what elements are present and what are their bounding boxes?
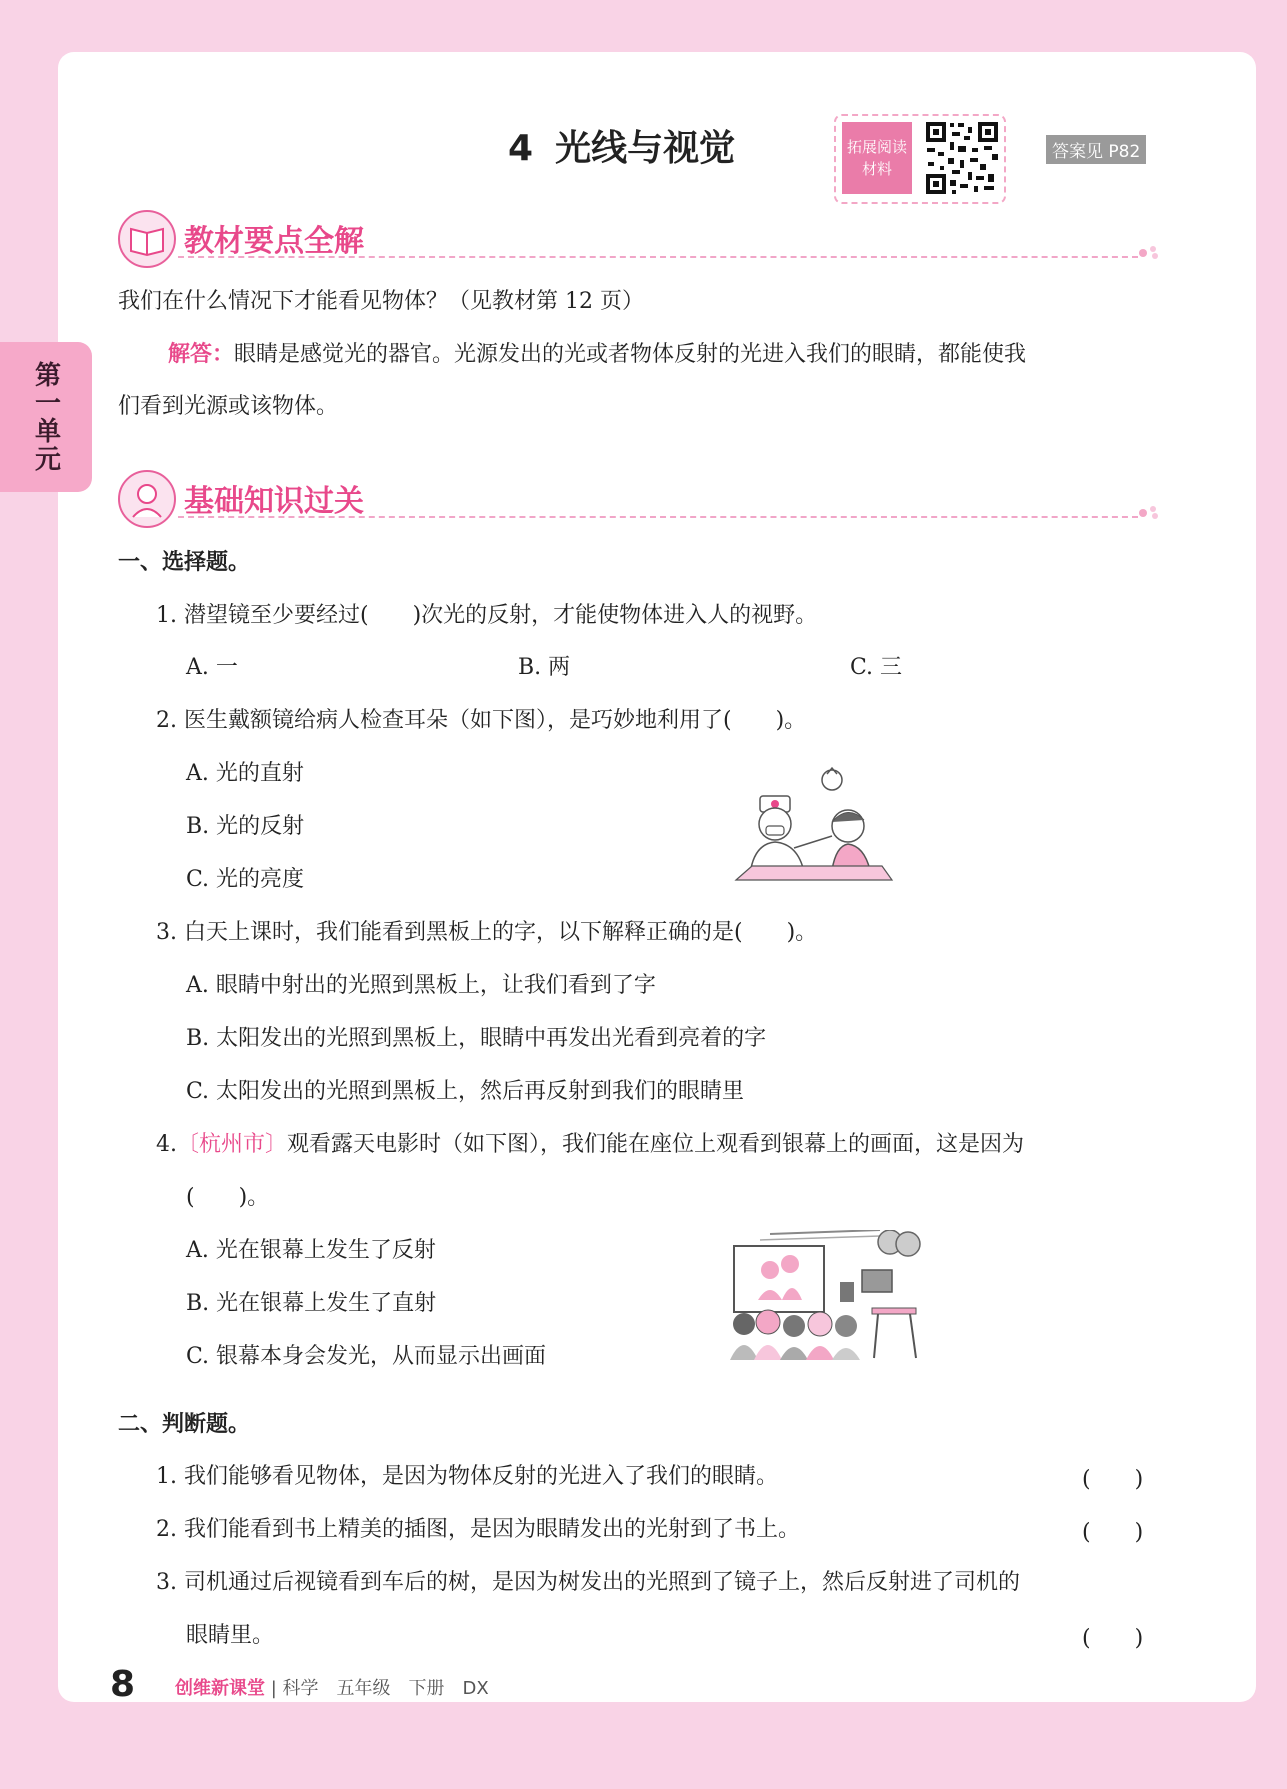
- part-heading-choice: 一、选择题。: [118, 550, 251, 575]
- divider: [178, 516, 1138, 518]
- answer-reference: 答案见 P82: [1046, 135, 1146, 164]
- question-3-option-b[interactable]: B. 太阳发出的光照到黑板上，眼睛中再发出光看到亮着的字: [186, 1026, 767, 1051]
- decorative-dots-icon: [1138, 244, 1160, 260]
- question-1-option-b[interactable]: B. 两: [518, 655, 571, 680]
- question-3-option-a[interactable]: A. 眼睛中射出的光照到黑板上，让我们看到了字: [186, 973, 656, 998]
- section-heading-key-points: [118, 208, 1160, 268]
- question-2-stem: 2. 医生戴额镜给病人检查耳朵（如下图），是巧妙地利用了( )。: [156, 708, 807, 733]
- unit-tab: [0, 342, 92, 492]
- answer-line-1: 解答：眼睛是感觉光的器官。光源发出的光或者物体反射的光进入我们的眼睛，都能使我: [168, 342, 1027, 367]
- judgment-2-text: 2. 我们能看到书上精美的插图，是因为眼睛发出的光射到了书上。: [156, 1517, 800, 1542]
- question-1-stem: 1. 潜望镜至少要经过( )次光的反射，才能使物体进入人的视野。: [156, 603, 818, 628]
- qr-code-icon[interactable]: [924, 120, 1000, 196]
- question-3-option-c[interactable]: C. 太阳发出的光照到黑板上，然后再反射到我们的眼睛里: [186, 1079, 745, 1104]
- section-heading-basics: [118, 468, 1160, 528]
- part-heading-judgment: 二、判断题。: [118, 1412, 251, 1437]
- doctor-ear-exam-illustration: [732, 762, 896, 884]
- section-title: 基础知识过关: [184, 484, 364, 519]
- judgment-1-answer-blank[interactable]: ( ): [1082, 1467, 1144, 1492]
- question-4-stem-cont: ( )。: [186, 1185, 270, 1210]
- judgment-3-answer-blank[interactable]: ( ): [1082, 1626, 1144, 1651]
- key-question: 我们在什么情况下才能看见物体？（见教材第 12 页）: [118, 289, 644, 314]
- decorative-dots-icon: [1138, 504, 1160, 520]
- answer-line-2: 们看到光源或该物体。: [118, 394, 339, 419]
- question-4-option-b[interactable]: B. 光在银幕上发生了直射: [186, 1291, 437, 1316]
- brand-name: 创维新课堂: [175, 1678, 265, 1699]
- extended-reading-label: 拓展阅读 材料: [842, 122, 912, 194]
- question-1-option-c[interactable]: C. 三: [850, 655, 903, 680]
- question-3-stem: 3. 白天上课时，我们能看到黑板上的字，以下解释正确的是( )。: [156, 920, 818, 945]
- lesson-title: 光线与视觉: [555, 128, 736, 169]
- question-2-option-b[interactable]: B. 光的反射: [186, 814, 305, 839]
- judgment-1-text: 1. 我们能够看见物体，是因为物体反射的光进入了我们的眼睛。: [156, 1464, 778, 1489]
- question-2-option-c[interactable]: C. 光的亮度: [186, 867, 305, 892]
- answer-label: 解答：: [168, 342, 235, 367]
- divider: [178, 256, 1138, 258]
- page-title: [508, 120, 735, 171]
- region-tag: 〔杭州市〕: [177, 1132, 288, 1157]
- outdoor-cinema-illustration: [730, 1230, 926, 1360]
- section-title: 教材要点全解: [184, 224, 364, 259]
- question-4-stem: 4.〔杭州市〕观看露天电影时（如下图），我们能在座位上观看到银幕上的画面，这是因为: [156, 1132, 1025, 1157]
- footer-info: 创维新课堂 | 科学 五年级 下册 DX: [175, 1678, 489, 1699]
- question-4-option-c[interactable]: C. 银幕本身会发光，从而显示出画面: [186, 1344, 547, 1369]
- page-number: 8: [110, 1664, 136, 1705]
- question-2-option-a[interactable]: A. 光的直射: [186, 761, 304, 786]
- lesson-number: 4: [508, 128, 534, 169]
- judgment-3-text: 3. 司机通过后视镜看到车后的树，是因为树发出的光照到了镜子上，然后反射进了司机的: [156, 1570, 1020, 1595]
- unit-tab-label: 第一单元: [30, 361, 61, 473]
- question-4-option-a[interactable]: A. 光在银幕上发生了反射: [186, 1238, 436, 1263]
- question-1-option-a[interactable]: A. 一: [186, 655, 238, 680]
- judgment-2-answer-blank[interactable]: ( ): [1082, 1520, 1144, 1545]
- book-icon: [118, 210, 176, 268]
- extended-reading-box[interactable]: [834, 114, 1006, 204]
- teacher-icon: [118, 470, 176, 528]
- judgment-3-text-cont: 眼睛里。: [186, 1623, 275, 1648]
